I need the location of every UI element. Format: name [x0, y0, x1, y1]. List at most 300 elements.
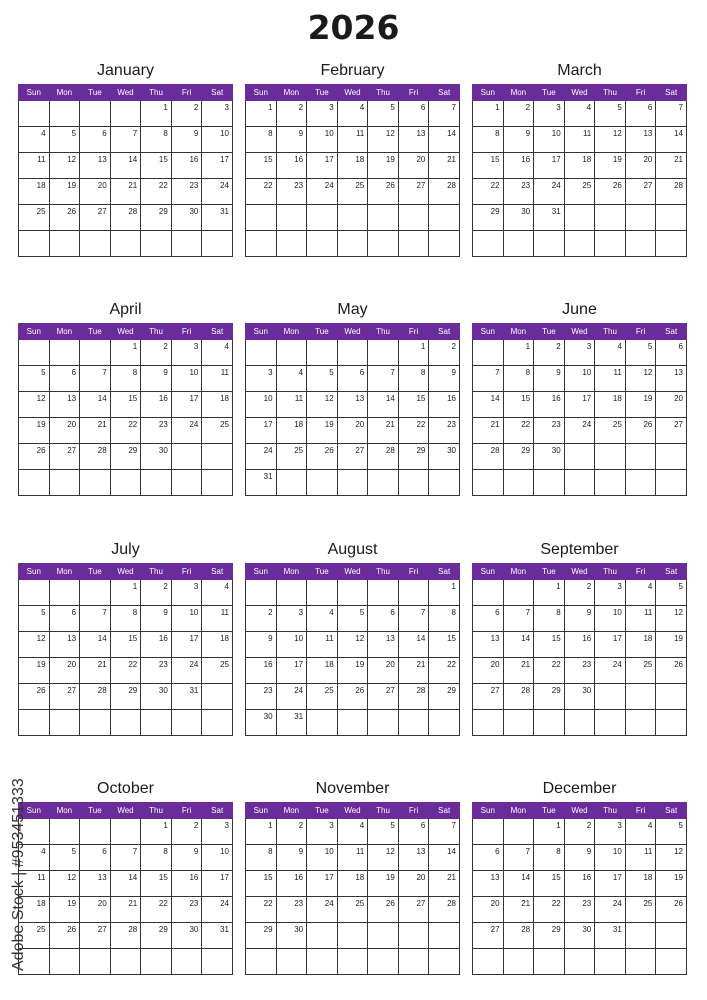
day-cell: 10	[202, 127, 233, 153]
weekday-header-row	[473, 564, 687, 580]
day-cell: 12	[337, 632, 368, 658]
weekday-header: Thu	[368, 324, 399, 340]
day-cell	[534, 470, 565, 496]
day-cell: 3	[595, 580, 626, 606]
day-cell: 3	[171, 580, 202, 606]
weekday-header: Sun	[246, 85, 277, 101]
day-cell: 13	[656, 366, 687, 392]
day-cell: 1	[429, 580, 460, 606]
day-cell: 14	[429, 127, 460, 153]
day-cell: 4	[337, 101, 368, 127]
day-cell: 22	[429, 658, 460, 684]
day-cell: 28	[80, 444, 111, 470]
day-cell: 6	[656, 340, 687, 366]
day-cell: 31	[595, 923, 626, 949]
day-cell	[246, 231, 277, 257]
day-cell: 22	[246, 179, 277, 205]
week-row	[473, 340, 687, 366]
day-cell	[337, 231, 368, 257]
day-cell: 24	[202, 179, 233, 205]
day-cell	[368, 710, 399, 736]
day-cell	[110, 949, 141, 975]
day-cell: 23	[429, 418, 460, 444]
day-cell	[246, 949, 277, 975]
day-cell	[49, 580, 80, 606]
day-cell: 20	[656, 392, 687, 418]
watermark: Adobe Stock | #953451333	[10, 778, 27, 972]
day-cell: 6	[398, 819, 429, 845]
weekday-header: Tue	[80, 85, 111, 101]
week-row	[19, 231, 233, 257]
day-cell: 18	[276, 418, 307, 444]
day-cell: 21	[429, 871, 460, 897]
day-cell: 11	[625, 606, 656, 632]
day-cell	[49, 231, 80, 257]
month-table	[472, 802, 687, 975]
day-cell: 6	[473, 845, 504, 871]
day-cell: 10	[595, 845, 626, 871]
day-cell: 14	[503, 632, 534, 658]
month-june	[472, 297, 687, 496]
day-cell	[656, 684, 687, 710]
weekday-header: Sat	[656, 85, 687, 101]
week-row	[19, 923, 233, 949]
day-cell: 22	[246, 897, 277, 923]
day-cell: 15	[141, 871, 172, 897]
day-cell: 9	[429, 366, 460, 392]
weekday-header: Fri	[398, 564, 429, 580]
day-cell: 28	[473, 444, 504, 470]
day-cell: 12	[625, 366, 656, 392]
day-cell: 20	[80, 897, 111, 923]
day-cell: 24	[564, 418, 595, 444]
weekday-header-row	[246, 324, 460, 340]
day-cell: 27	[80, 205, 111, 231]
day-cell	[19, 231, 50, 257]
day-cell: 14	[80, 632, 111, 658]
month-name: June	[562, 301, 597, 318]
day-cell	[564, 205, 595, 231]
day-cell: 19	[19, 658, 50, 684]
month-february	[245, 58, 460, 257]
month-may	[245, 297, 460, 496]
weekday-header: Sat	[202, 85, 233, 101]
month-name: July	[111, 541, 140, 558]
week-row	[246, 153, 460, 179]
day-cell: 28	[429, 897, 460, 923]
weekday-header-row	[19, 324, 233, 340]
day-cell: 10	[171, 606, 202, 632]
week-row	[19, 580, 233, 606]
day-cell: 19	[19, 418, 50, 444]
day-cell: 24	[307, 179, 338, 205]
week-row	[19, 444, 233, 470]
day-cell: 7	[656, 101, 687, 127]
day-cell	[473, 470, 504, 496]
day-cell: 27	[80, 923, 111, 949]
day-cell: 15	[110, 392, 141, 418]
day-cell: 17	[595, 871, 626, 897]
day-cell	[429, 923, 460, 949]
weekday-header: Fri	[171, 324, 202, 340]
week-row	[19, 606, 233, 632]
day-cell: 18	[564, 153, 595, 179]
day-cell: 19	[307, 418, 338, 444]
day-cell	[80, 470, 111, 496]
weekday-header: Thu	[368, 85, 399, 101]
weekday-header: Fri	[171, 803, 202, 819]
week-row	[473, 632, 687, 658]
day-cell	[337, 923, 368, 949]
day-cell: 4	[202, 580, 233, 606]
weekday-header: Wed	[110, 85, 141, 101]
week-row	[246, 845, 460, 871]
day-cell: 22	[398, 418, 429, 444]
weekday-header-row	[246, 564, 460, 580]
day-cell	[110, 231, 141, 257]
day-cell	[337, 470, 368, 496]
month-table	[472, 84, 687, 257]
day-cell: 10	[534, 127, 565, 153]
weekday-header: Sun	[473, 803, 504, 819]
day-cell: 26	[656, 897, 687, 923]
week-row	[19, 127, 233, 153]
weekday-header: Sun	[19, 85, 50, 101]
month-september	[472, 537, 687, 736]
day-cell: 14	[398, 632, 429, 658]
day-cell: 27	[49, 684, 80, 710]
day-cell: 4	[564, 101, 595, 127]
day-cell	[80, 819, 111, 845]
weekday-header: Tue	[534, 564, 565, 580]
day-cell: 23	[564, 897, 595, 923]
day-cell	[19, 470, 50, 496]
weekday-header: Mon	[49, 803, 80, 819]
day-cell: 25	[19, 923, 50, 949]
day-cell: 20	[49, 418, 80, 444]
day-cell: 12	[49, 153, 80, 179]
month-december	[472, 776, 687, 975]
day-cell	[368, 231, 399, 257]
day-cell: 21	[656, 153, 687, 179]
day-cell	[625, 923, 656, 949]
weekday-header: Sun	[473, 85, 504, 101]
day-cell	[564, 444, 595, 470]
day-cell	[307, 949, 338, 975]
day-cell	[625, 710, 656, 736]
day-cell: 26	[49, 205, 80, 231]
day-cell: 6	[473, 606, 504, 632]
month-table	[245, 323, 460, 496]
day-cell: 30	[534, 444, 565, 470]
day-cell: 30	[141, 684, 172, 710]
day-cell: 25	[337, 897, 368, 923]
day-cell: 3	[595, 819, 626, 845]
day-cell: 26	[368, 179, 399, 205]
day-cell: 6	[368, 606, 399, 632]
month-table	[18, 802, 233, 975]
day-cell: 17	[171, 392, 202, 418]
day-cell	[398, 923, 429, 949]
day-cell	[49, 470, 80, 496]
day-cell	[429, 231, 460, 257]
day-cell: 3	[202, 101, 233, 127]
day-cell: 15	[398, 392, 429, 418]
day-cell: 8	[534, 606, 565, 632]
weekday-header: Wed	[337, 324, 368, 340]
day-cell	[337, 580, 368, 606]
day-cell	[429, 710, 460, 736]
day-cell: 17	[246, 418, 277, 444]
week-row	[473, 231, 687, 257]
day-cell: 10	[564, 366, 595, 392]
day-cell	[141, 231, 172, 257]
day-cell	[625, 231, 656, 257]
week-row	[246, 127, 460, 153]
day-cell	[625, 444, 656, 470]
day-cell: 8	[429, 606, 460, 632]
day-cell: 26	[656, 658, 687, 684]
day-cell	[276, 340, 307, 366]
day-cell	[337, 205, 368, 231]
day-cell: 24	[202, 897, 233, 923]
day-cell: 16	[429, 392, 460, 418]
day-cell	[49, 819, 80, 845]
day-cell: 5	[368, 101, 399, 127]
day-cell: 24	[595, 658, 626, 684]
day-cell	[307, 710, 338, 736]
day-cell: 31	[171, 684, 202, 710]
day-cell: 19	[625, 392, 656, 418]
day-cell	[141, 470, 172, 496]
week-row	[473, 923, 687, 949]
day-cell	[80, 340, 111, 366]
day-cell	[625, 949, 656, 975]
day-cell: 7	[368, 366, 399, 392]
month-table	[472, 323, 687, 496]
day-cell: 20	[49, 658, 80, 684]
day-cell: 1	[110, 580, 141, 606]
day-cell	[276, 580, 307, 606]
day-cell	[202, 949, 233, 975]
day-cell: 13	[49, 392, 80, 418]
day-cell: 10	[202, 845, 233, 871]
weekday-header: Sat	[429, 803, 460, 819]
day-cell: 12	[595, 127, 626, 153]
day-cell: 19	[368, 153, 399, 179]
day-cell: 29	[534, 923, 565, 949]
day-cell: 3	[202, 819, 233, 845]
day-cell: 1	[534, 580, 565, 606]
weekday-header: Sun	[19, 324, 50, 340]
week-row	[246, 632, 460, 658]
day-cell: 30	[171, 923, 202, 949]
day-cell: 18	[337, 153, 368, 179]
weekday-header: Tue	[307, 564, 338, 580]
day-cell	[656, 923, 687, 949]
day-cell: 10	[246, 392, 277, 418]
weekday-header: Sat	[656, 564, 687, 580]
day-cell: 9	[141, 366, 172, 392]
weekday-header: Tue	[307, 85, 338, 101]
day-cell: 26	[49, 923, 80, 949]
day-cell: 15	[110, 632, 141, 658]
day-cell: 22	[534, 658, 565, 684]
day-cell: 29	[110, 444, 141, 470]
day-cell	[368, 205, 399, 231]
day-cell	[473, 580, 504, 606]
day-cell: 13	[625, 127, 656, 153]
day-cell	[307, 231, 338, 257]
day-cell: 16	[141, 632, 172, 658]
week-row	[246, 606, 460, 632]
day-cell: 1	[246, 101, 277, 127]
day-cell: 17	[276, 658, 307, 684]
day-cell: 5	[337, 606, 368, 632]
week-row	[473, 897, 687, 923]
day-cell: 30	[564, 923, 595, 949]
day-cell: 7	[473, 366, 504, 392]
day-cell	[429, 205, 460, 231]
day-cell: 8	[141, 845, 172, 871]
day-cell	[656, 231, 687, 257]
weekday-header: Wed	[337, 803, 368, 819]
day-cell: 11	[595, 366, 626, 392]
weekday-header-row	[19, 564, 233, 580]
day-cell: 11	[337, 845, 368, 871]
day-cell	[276, 231, 307, 257]
day-cell: 25	[202, 658, 233, 684]
day-cell: 24	[171, 418, 202, 444]
weekday-header: Thu	[368, 564, 399, 580]
weekday-header: Fri	[398, 803, 429, 819]
month-name: October	[97, 780, 154, 797]
day-cell	[80, 710, 111, 736]
day-cell	[80, 231, 111, 257]
week-row	[473, 366, 687, 392]
day-cell	[80, 101, 111, 127]
day-cell: 18	[202, 632, 233, 658]
day-cell: 13	[398, 845, 429, 871]
weekday-header: Tue	[534, 803, 565, 819]
day-cell: 3	[564, 340, 595, 366]
weekday-header: Thu	[368, 803, 399, 819]
day-cell: 20	[368, 658, 399, 684]
day-cell: 27	[398, 179, 429, 205]
day-cell: 1	[141, 101, 172, 127]
day-cell: 13	[473, 871, 504, 897]
day-cell: 11	[202, 606, 233, 632]
month-name: January	[97, 62, 154, 79]
day-cell: 1	[473, 101, 504, 127]
day-cell: 28	[503, 923, 534, 949]
day-cell: 25	[564, 179, 595, 205]
day-cell: 15	[141, 153, 172, 179]
day-cell: 29	[429, 684, 460, 710]
day-cell: 21	[80, 418, 111, 444]
day-cell: 8	[141, 127, 172, 153]
month-name: November	[315, 780, 390, 797]
day-cell	[564, 949, 595, 975]
day-cell: 10	[307, 127, 338, 153]
day-cell	[398, 231, 429, 257]
day-cell: 25	[625, 658, 656, 684]
week-row	[246, 444, 460, 470]
day-cell	[368, 580, 399, 606]
day-cell	[473, 819, 504, 845]
day-cell: 11	[307, 632, 338, 658]
day-cell: 12	[656, 606, 687, 632]
day-cell: 2	[141, 580, 172, 606]
day-cell: 29	[110, 684, 141, 710]
day-cell: 9	[276, 127, 307, 153]
day-cell: 29	[141, 923, 172, 949]
day-cell	[49, 949, 80, 975]
month-name: March	[557, 62, 602, 79]
day-cell	[368, 470, 399, 496]
week-row	[473, 710, 687, 736]
week-row	[19, 897, 233, 923]
day-cell	[368, 923, 399, 949]
day-cell: 14	[429, 845, 460, 871]
day-cell: 23	[534, 418, 565, 444]
day-cell: 4	[202, 340, 233, 366]
day-cell	[171, 949, 202, 975]
day-cell: 2	[564, 580, 595, 606]
day-cell	[473, 949, 504, 975]
day-cell: 25	[19, 205, 50, 231]
day-cell	[503, 580, 534, 606]
weekday-header: Tue	[307, 803, 338, 819]
day-cell: 3	[246, 366, 277, 392]
day-cell: 5	[656, 580, 687, 606]
weekday-header: Tue	[307, 324, 338, 340]
week-row	[19, 845, 233, 871]
day-cell: 27	[398, 897, 429, 923]
day-cell: 1	[398, 340, 429, 366]
day-cell: 29	[398, 444, 429, 470]
day-cell	[202, 710, 233, 736]
weekday-header: Tue	[534, 324, 565, 340]
day-cell: 7	[110, 127, 141, 153]
day-cell	[534, 949, 565, 975]
day-cell: 29	[534, 684, 565, 710]
day-cell	[503, 949, 534, 975]
day-cell: 7	[110, 845, 141, 871]
day-cell: 31	[534, 205, 565, 231]
day-cell: 8	[110, 606, 141, 632]
day-cell: 21	[503, 897, 534, 923]
day-cell	[656, 949, 687, 975]
day-cell	[564, 710, 595, 736]
month-january	[18, 58, 233, 257]
day-cell: 6	[49, 366, 80, 392]
weekday-header-row	[473, 803, 687, 819]
day-cell: 29	[473, 205, 504, 231]
day-cell	[595, 684, 626, 710]
day-cell	[595, 710, 626, 736]
day-cell: 22	[473, 179, 504, 205]
day-cell: 20	[398, 153, 429, 179]
day-cell: 22	[110, 418, 141, 444]
weekday-header: Sat	[202, 324, 233, 340]
day-cell	[503, 710, 534, 736]
day-cell: 2	[534, 340, 565, 366]
day-cell	[246, 205, 277, 231]
day-cell: 23	[246, 684, 277, 710]
day-cell: 6	[80, 845, 111, 871]
weekday-header: Wed	[564, 85, 595, 101]
